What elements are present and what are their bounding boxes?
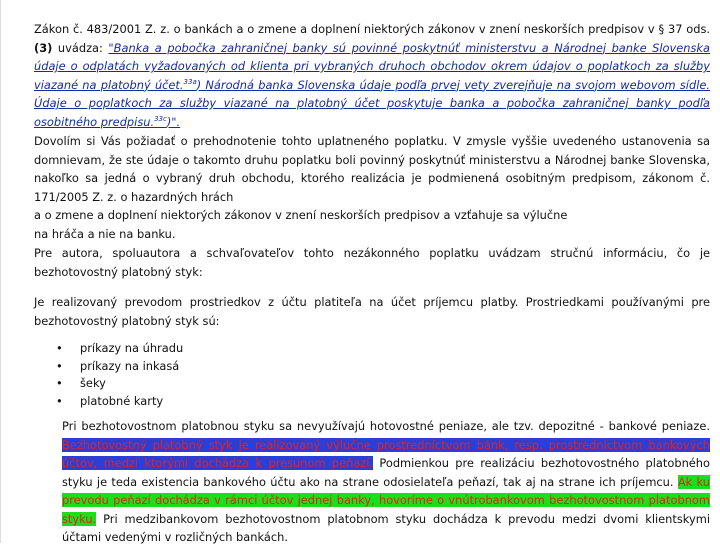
footnote-ref-33c[interactable]: 33c bbox=[154, 114, 167, 123]
box-text-2: Podmienkou pre realizáciu bezhotovostného platobného styku je teda existencia bankového účtu ako na strane odosielateľa peňazí, tak aj na strane ich príjemcu. bbox=[62, 456, 710, 489]
law-citation-paragraph bbox=[34, 20, 710, 131]
list-item: • šeky bbox=[34, 375, 183, 393]
list-item: • príkazy na inkasá bbox=[34, 358, 183, 376]
quote-part-2: ) Národná banka Slovenska údaje podľa prvej vety zverejňuje na svojom webovom sídle. Údaje o poplatkoch za služby viazané na platobný účet poskytuje banka a pobočka zahraničnej banky podľa osobitného predpisu. bbox=[34, 77, 710, 129]
info-intro-paragraph: Pre autora, spoluautora a schvaľovateľov tohto nezákonného poplatku uvádzam stručnú informáciu, čo je bezhotovostný platobný styk: bbox=[34, 246, 710, 279]
request-text: Dovolím si Vás požiadať o prehodnotenie tohto uplatneného poplatku. V zmysle vyššie uvedeného ustanovenia sa domnievam, že ste údaje o takomto druhu poplatku boli povinný poskytnúť ministerstvu a Národnej banke Slovenska, nakoľko sa jedná o vybraný druh obchodu, ktorého realizácia je podmienená osobitným predpisom, zákonom č. 171/2005 Z. z. o hazardných hrách bbox=[34, 134, 710, 204]
request-line-2: a o zmene a doplnení niektorých zákonov v znení neskorších predpisov a vzťahuje sa výlučne bbox=[34, 208, 568, 222]
green-highlight: Ak ku prevodu peňazí dochádza v rámci účtov jednej banky, hovoríme o vnútrobankovom bezhotovostnom platobnom styku. bbox=[62, 474, 710, 526]
payment-instruments-list bbox=[34, 340, 183, 410]
payment-definition-paragraph: Je realizovaný prevodom prostriedkov z účtu platiteľa na účet príjemcu platby. Prostriedkami používanými pre bezhotovostný platobný styk sú: bbox=[34, 295, 710, 328]
page-edge bbox=[0, 0, 1, 543]
quote-end: )". bbox=[166, 114, 181, 129]
citation-intro: Zákon č. 483/2001 Z. z. o bankách a o zmene a doplnení niektorých zákonov v znení neskorších predpisov v § 37 ods. bbox=[34, 22, 710, 36]
request-line-3: na hráča a nie na banku. bbox=[34, 226, 176, 241]
list-item: • príkazy na úhradu bbox=[34, 340, 183, 358]
footnote-ref-33a[interactable]: 33a bbox=[183, 77, 197, 86]
request-paragraph bbox=[34, 132, 710, 243]
quote-part-1: "Banka a pobočka zahraničnej banky sú povinné poskytnúť ministerstvu a Národnej banke Slovenska údaje o odplatách vyžadovaných od klienta pri vybraných druhoch obchodov okrem údajov o poplatkoch za služby viazané na platobný účet. bbox=[34, 40, 710, 92]
citation-verb: uvádza: bbox=[52, 40, 109, 55]
highlighted-explanation-block bbox=[62, 417, 710, 547]
box-text-1: Pri bezhotovostnom platobnou styku sa nevyužívajú hotovostné peniaze, ale tzv. depozitné - bankové peniaze. bbox=[62, 419, 710, 433]
blue-highlight: Bezhotovostný platobný styk je realizovaný výlučne prostredníctvom bánk, resp. prostredníctvom bankových účtov, medzi ktorými dochádza k presunom peňazí. bbox=[62, 437, 710, 470]
list-item: • platobné karty bbox=[34, 393, 183, 411]
box-text-3: Pri medzibankovom bezhotovostnom platobnom styku dochádza k prevodu medzi dvomi klientskymi účtami vedenými v rozličných bankách. bbox=[62, 511, 710, 544]
quoted-law-text bbox=[34, 41, 710, 129]
section-number: (3) bbox=[34, 40, 53, 55]
